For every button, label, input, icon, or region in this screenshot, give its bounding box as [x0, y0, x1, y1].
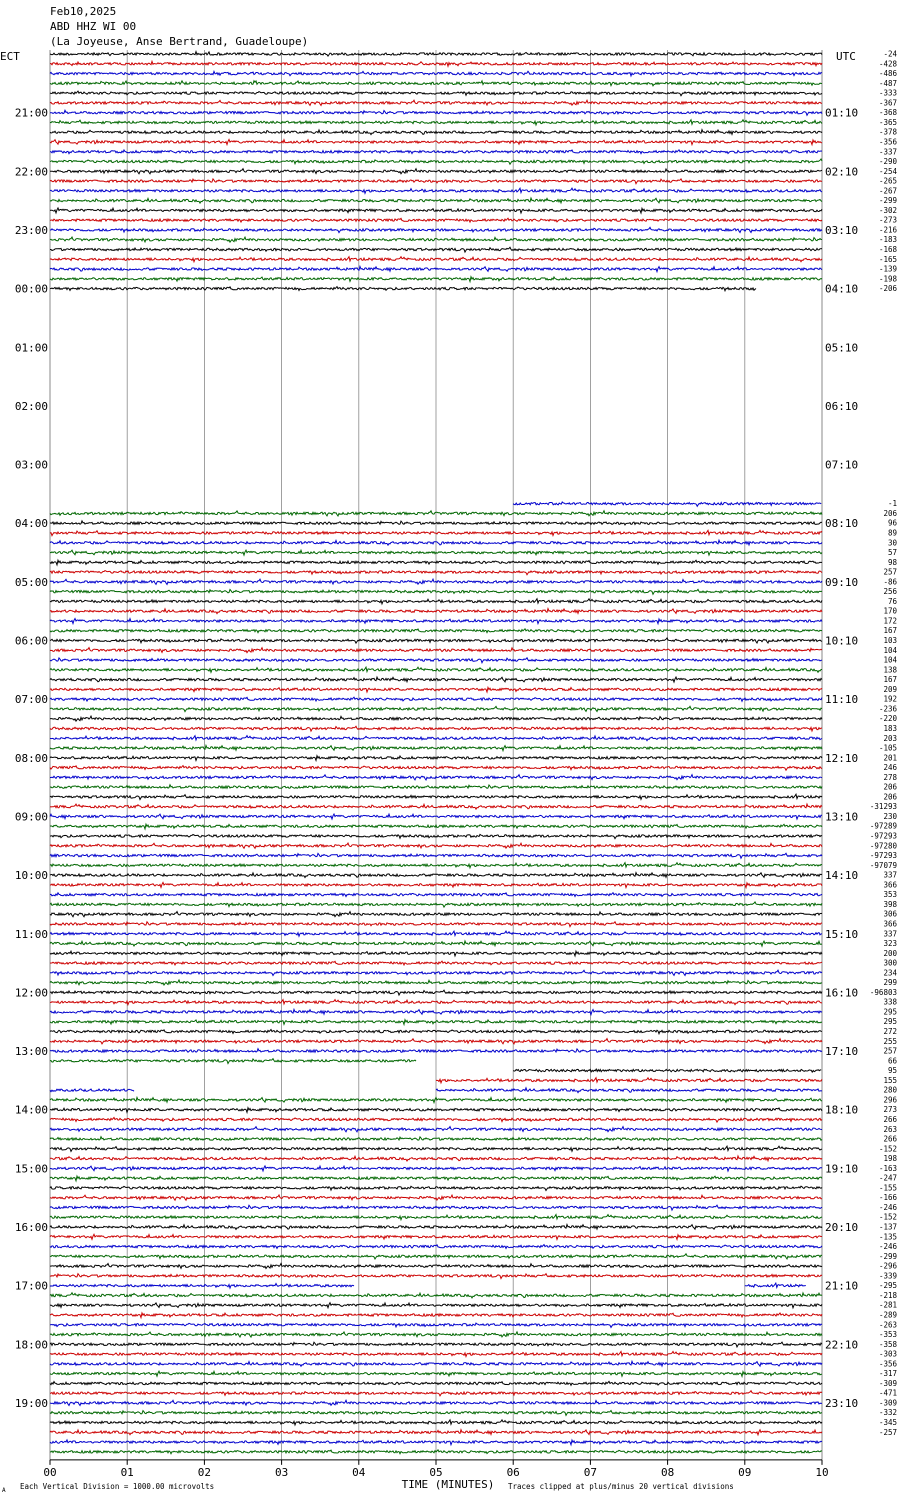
- right-hour-label: 21:10: [825, 1279, 859, 1293]
- left-timezone-label: ECT: [0, 50, 20, 63]
- right-hour-label: 20:10: [825, 1221, 859, 1234]
- left-hour-label: 12:00: [14, 986, 48, 1000]
- row-offset-value: 206: [883, 782, 897, 792]
- plot-date: Feb10,2025: [50, 5, 117, 18]
- right-hour-label: 09:10: [825, 575, 859, 589]
- row-offset-value: -86: [883, 577, 897, 587]
- station-location: (La Joyeuse, Anse Bertrand, Guadeloupe): [50, 35, 309, 48]
- row-offset-value: -165: [878, 254, 897, 264]
- right-hour-label: 12:10: [825, 751, 859, 765]
- right-hour-label: 18:10: [825, 1103, 859, 1117]
- row-offset-value: -254: [878, 166, 897, 176]
- row-offset-value: 353: [883, 890, 897, 900]
- row-offset-value: 138: [883, 665, 897, 675]
- x-tick-label: 03: [274, 1466, 289, 1479]
- left-hour-label: 08:00: [14, 751, 48, 765]
- right-hour-label: 01:10: [825, 106, 859, 120]
- x-tick-label: 06: [506, 1466, 520, 1479]
- right-hour-label: 06:10: [825, 399, 859, 413]
- row-offset-value: 66: [887, 1056, 897, 1066]
- row-offset-value: -183: [878, 235, 897, 245]
- row-offset-value: -487: [878, 78, 897, 88]
- right-hour-label: 07:10: [825, 458, 859, 472]
- right-hour-label: 15:10: [825, 927, 859, 941]
- row-offset-value: -309: [878, 1398, 897, 1408]
- right-hour-label: 14:10: [825, 869, 859, 883]
- row-offset-value: -246: [878, 1242, 897, 1252]
- row-offset-value: -198: [878, 274, 897, 284]
- row-offset-value: 257: [883, 567, 897, 577]
- row-offset-value: 203: [883, 733, 897, 743]
- row-offset-value: -317: [878, 1369, 897, 1379]
- row-offset-value: 103: [883, 636, 897, 645]
- row-offset-value: -96803: [869, 987, 897, 997]
- row-offset-value: -137: [878, 1222, 897, 1232]
- right-hour-label: 04:10: [825, 282, 859, 296]
- row-offset-value: -236: [878, 704, 897, 714]
- x-tick-label: 09: [738, 1466, 752, 1479]
- row-offset-value: 338: [883, 997, 897, 1007]
- left-hour-label: 01:00: [14, 341, 48, 355]
- row-offset-value: 263: [883, 1124, 897, 1134]
- row-offset-value: -166: [878, 1193, 897, 1203]
- left-hour-label: 21:00: [14, 106, 48, 120]
- left-hour-label: 10:00: [14, 869, 48, 883]
- row-offset-value: -289: [878, 1310, 897, 1320]
- right-hour-label: 22:10: [825, 1338, 859, 1352]
- row-offset-value: -265: [878, 176, 897, 186]
- row-offset-value: 323: [883, 939, 897, 949]
- row-offset-value: 296: [883, 1095, 897, 1105]
- row-offset-value: 299: [883, 978, 897, 988]
- right-hour-label: 16:10: [825, 986, 859, 1000]
- x-axis-title: TIME (MINUTES): [401, 1478, 495, 1491]
- row-offset-value: 98: [887, 557, 897, 567]
- row-offset-value: 104: [883, 645, 897, 655]
- row-offset-value: -378: [878, 127, 897, 137]
- row-offset-value: -135: [878, 1232, 897, 1242]
- left-hour-label: 02:00: [14, 399, 48, 413]
- row-offset-value: 167: [883, 626, 897, 636]
- row-offset-value: 30: [887, 538, 897, 548]
- left-hour-label: 00:00: [14, 282, 48, 296]
- row-offset-value: 206: [883, 792, 897, 802]
- trace-row-106: [436, 1088, 822, 1093]
- right-hour-label: 23:10: [825, 1396, 859, 1410]
- corner-mark: A: [2, 1487, 6, 1494]
- row-offset-value: 280: [883, 1085, 897, 1095]
- left-hour-label: 09:00: [14, 810, 48, 824]
- row-offset-value: -290: [878, 157, 897, 167]
- left-hour-label: 16:00: [14, 1221, 48, 1234]
- row-offset-value: 398: [883, 899, 897, 909]
- row-offset-value: 255: [883, 1036, 897, 1046]
- right-timezone-label: UTC: [836, 50, 856, 63]
- right-hour-label: 02:10: [825, 165, 859, 179]
- row-offset-value: -358: [878, 1339, 897, 1349]
- row-offset-value: 209: [883, 684, 897, 694]
- row-offset-value: -368: [878, 108, 897, 118]
- row-offset-value: 300: [883, 958, 897, 968]
- row-offset-value: 183: [883, 723, 897, 733]
- row-offset-value: -152: [878, 1144, 897, 1154]
- clip-note: Traces clipped at plus/minus 20 vertical divisions: [508, 1482, 734, 1491]
- row-offset-value: 257: [883, 1046, 897, 1056]
- row-offset-value: 337: [883, 870, 897, 880]
- right-hour-label: 03:10: [825, 223, 859, 237]
- row-offset-value: -105: [878, 743, 897, 753]
- row-offset-value: -267: [878, 186, 897, 196]
- row-offset-value: -332: [878, 1408, 897, 1418]
- row-offset-value: 272: [883, 1027, 897, 1036]
- row-offset-value: -97280: [869, 841, 897, 851]
- trace-row-24: [50, 287, 756, 291]
- right-hour-label: 19:10: [825, 1162, 859, 1176]
- row-offset-value: 273: [883, 1105, 897, 1115]
- row-offset-value: 337: [883, 929, 897, 939]
- row-offset-value: -97079: [869, 860, 897, 870]
- vertical-scale-note: Each Vertical Division = 1000.00 microvolts: [20, 1482, 215, 1491]
- row-offset-value: -337: [878, 147, 897, 157]
- row-offset-value: 104: [883, 655, 897, 665]
- row-offset-value: -246: [878, 1202, 897, 1212]
- left-hour-label: 15:00: [14, 1162, 48, 1176]
- x-tick-label: 04: [352, 1466, 366, 1479]
- left-hour-label: 03:00: [14, 458, 48, 472]
- row-offset-value: -206: [878, 284, 897, 294]
- trace-row-126: [50, 1284, 354, 1289]
- left-hour-label: 05:00: [14, 575, 48, 589]
- row-offset-value: -24: [883, 49, 897, 59]
- row-offset-value: 266: [883, 1114, 897, 1124]
- row-offset-value: 366: [883, 880, 897, 890]
- right-hour-label: 17:10: [825, 1045, 859, 1059]
- row-offset-value: -303: [878, 1349, 897, 1359]
- row-offset-value: -163: [878, 1163, 897, 1173]
- row-offset-value: 366: [883, 919, 897, 929]
- row-offset-value: -339: [878, 1271, 897, 1281]
- trace-row-105: [436, 1078, 822, 1083]
- row-offset-value: -302: [878, 205, 897, 215]
- right-hour-label: 05:10: [825, 341, 859, 355]
- row-offset-value: -263: [878, 1320, 897, 1330]
- row-offset-value: -257: [878, 1427, 897, 1437]
- right-hour-label: 10:10: [825, 634, 859, 648]
- row-offset-value: -309: [878, 1378, 897, 1388]
- row-offset-value: 201: [883, 753, 897, 763]
- row-offset-value: 246: [883, 763, 897, 773]
- row-offset-value: 192: [883, 694, 897, 704]
- row-offset-value: -428: [878, 59, 897, 69]
- row-offset-value: -365: [878, 117, 897, 127]
- row-offset-value: 96: [887, 518, 897, 528]
- row-offset-value: -299: [878, 196, 897, 206]
- row-offset-value: -356: [878, 1359, 897, 1369]
- row-offset-value: 234: [883, 968, 897, 978]
- row-offset-value: 155: [883, 1075, 897, 1085]
- row-offset-value: 172: [883, 616, 897, 626]
- trace-row-106: [50, 1089, 134, 1092]
- right-hour-label: 08:10: [825, 517, 859, 531]
- row-offset-value: -220: [878, 714, 897, 724]
- x-tick-label: 01: [120, 1466, 134, 1479]
- row-offset-value: -1: [887, 499, 897, 509]
- station-code: ABD HHZ WI 00: [50, 20, 137, 33]
- row-offset-value: -295: [878, 1281, 897, 1291]
- x-tick-label: 02: [197, 1466, 212, 1479]
- row-offset-value: -168: [878, 245, 897, 254]
- row-offset-value: -152: [878, 1212, 897, 1222]
- row-offset-value: 198: [883, 1154, 897, 1164]
- row-offset-value: 95: [887, 1066, 897, 1076]
- x-tick-label: 05: [429, 1466, 443, 1479]
- row-offset-value: -31293: [869, 802, 897, 812]
- row-offset-value: -299: [878, 1251, 897, 1261]
- left-hour-label: 22:00: [14, 165, 48, 179]
- left-hour-label: 23:00: [14, 223, 48, 237]
- row-offset-value: 295: [883, 1007, 897, 1017]
- row-offset-value: -333: [878, 88, 897, 98]
- row-offset-value: 306: [883, 909, 897, 919]
- left-hour-label: 07:00: [14, 693, 48, 707]
- row-offset-value: -356: [878, 137, 897, 147]
- row-offset-value: 266: [883, 1134, 897, 1144]
- row-offset-value: 206: [883, 508, 897, 518]
- x-tick-label: 10: [815, 1466, 829, 1479]
- left-hour-label: 18:00: [14, 1338, 48, 1352]
- row-offset-value: 295: [883, 1017, 897, 1027]
- row-offset-value: -216: [878, 225, 897, 235]
- row-offset-value: -97293: [869, 831, 897, 841]
- x-tick-label: 00: [43, 1466, 57, 1479]
- left-hour-label: 14:00: [14, 1103, 48, 1117]
- row-offset-value: -296: [878, 1261, 897, 1271]
- x-tick-label: 07: [583, 1466, 598, 1479]
- row-offset-value: -353: [878, 1330, 897, 1340]
- row-offset-value: 200: [883, 948, 897, 958]
- row-offset-value: -97293: [869, 851, 897, 861]
- left-hour-label: 19:00: [14, 1396, 48, 1410]
- left-hour-label: 06:00: [14, 634, 48, 648]
- left-hour-label: 11:00: [14, 927, 48, 941]
- trace-row-103: [50, 1059, 416, 1064]
- row-offset-value: 256: [883, 587, 897, 597]
- right-hour-label: 13:10: [825, 810, 859, 824]
- row-offset-value: 230: [883, 811, 897, 821]
- row-offset-value: 76: [887, 596, 897, 606]
- right-hour-label: 11:10: [825, 693, 859, 707]
- row-offset-value: -247: [878, 1173, 897, 1183]
- row-offset-value: 278: [883, 772, 897, 782]
- row-offset-value: -486: [878, 69, 897, 79]
- left-hour-label: 13:00: [14, 1045, 48, 1059]
- row-offset-value: 89: [887, 528, 897, 538]
- row-offset-value: -273: [878, 215, 897, 225]
- row-offset-value: 170: [883, 606, 897, 616]
- row-offset-value: -139: [878, 264, 897, 274]
- row-offset-value: -218: [878, 1290, 897, 1300]
- trace-row-126: [745, 1283, 806, 1287]
- x-tick-label: 08: [660, 1466, 675, 1479]
- left-hour-label: 04:00: [14, 517, 48, 531]
- left-hour-label: 17:00: [14, 1279, 48, 1293]
- row-offset-value: 57: [887, 548, 897, 558]
- row-offset-value: -367: [878, 98, 897, 108]
- row-offset-value: 167: [883, 675, 897, 685]
- row-offset-value: -97289: [869, 821, 897, 831]
- row-offset-value: -345: [878, 1418, 897, 1427]
- row-offset-value: -471: [878, 1388, 897, 1398]
- row-offset-value: -281: [878, 1300, 897, 1310]
- row-offset-value: -155: [878, 1183, 897, 1193]
